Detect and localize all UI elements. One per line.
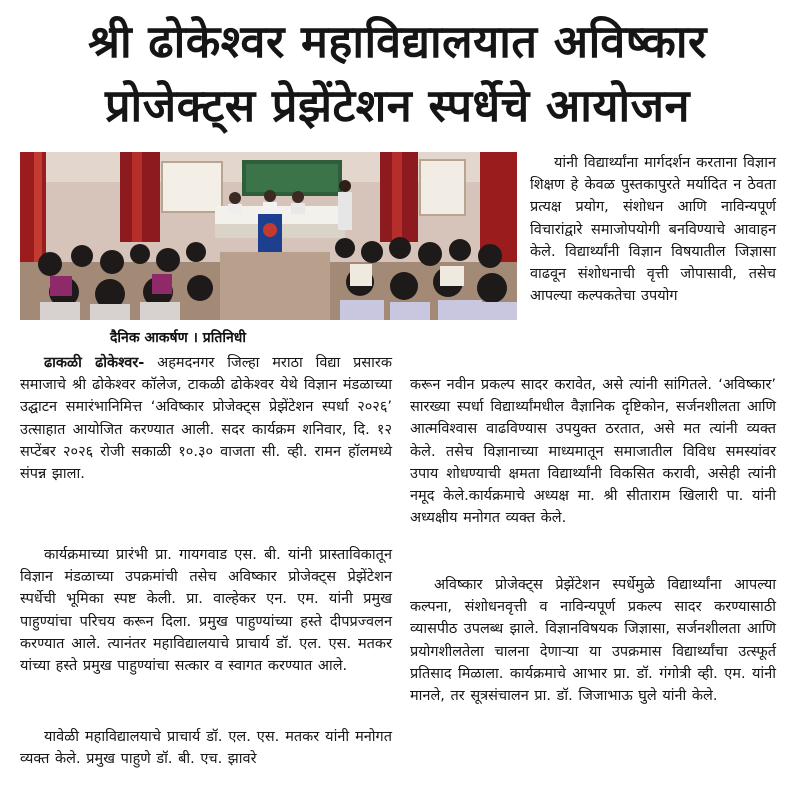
article-paragraph-2: कार्यक्रमाच्या प्रारंभी प्रा. गायगवाड एस. बी. यांनी प्रास्ताविकातून विज्ञान मंडळाच्या उपक्रमांची तसेच अविष्कार प्रोजेक्ट्स प्रेझेंटेशन स्पर्धेची भूमिका स्पष्ट केली. प्रा. वाल्हेकर एन. एम. यांनी प्रमुख पाहुण्यांचा परिचय करून दिला. प्रमुख पाहुण्यांच्या हस्ते दीपप्रज्वलन करण्यात आले. त्यानंतर महाविद्यालयाचे प्राचार्य डॉ. एल. एस. मतकर यांच्या हस्ते प्रमुख पाहुण्यांचा सत्कार व स्वागत करण्यात आले. <box>20 547 392 675</box>
intro-text: अहमदनगर जिल्हा मराठा विद्या प्रसारक समाजाचे श्री ढोकेश्वर कॉलेज, टाकळी ढोकेश्वर येथे विज्ञान मंडळाच्या उद्घाटन समारंभानिमित्त ‘अविष्कार प्रोजेक्ट्स प्रेझेंटेशन स्पर्धा २०२६’ उत्साहात आयोजित करण्यात आली. सदर कार्यक्रम शनिवार, दि. १२ सप्टेंबर २०२६ रोजी सकाळी १०.३० वाजता सी. व्ही. रामन हॉलमध्ये संपन्न झाला. <box>20 355 392 483</box>
event-photo-illustration <box>20 152 517 320</box>
article-headline <box>0 10 795 138</box>
article-right-column-wide: करून नवीन प्रकल्प सादर करावेत, असे त्यांनी सांगितले. ‘अविष्कार’ सारख्या स्पर्धा विद्यार्थ्यांमधील वैज्ञानिक दृष्टिकोन, सर्जनशीलता आणि आत्मविश्वास वाढविण्यास उपयुक्त ठरतात, असे मत त्यांनी व्यक्त केले. तसेच विज्ञानाच्या माध्यमातून समाजातील विविध समस्यांवर उपाय शोधण्याची क्षमता विद्यार्थ्यांनी विकसित करावी, असेही त्यांनी नमूद केले.कार्यक्रमाचे अध्यक्ष मा. श्री सीताराम खिलारी पा. यांनी अध्यक्षीय मनोगत व्यक्त केले. <box>410 377 776 527</box>
article-intro <box>20 352 392 485</box>
headline-line-1: श्री ढोकेश्वर महाविद्यालयात अविष्कार <box>88 15 707 68</box>
dateline: ढाकळी ढोकेश्वर- <box>44 355 145 371</box>
headline-line-2: प्रोजेक्ट्स प्रेझेंटेशन स्पर्धेचे आयोजन <box>104 79 691 132</box>
article-paragraph-4: अविष्कार प्रोजेक्ट्स प्रेझेंटेशन स्पर्धेमुळे विद्यार्थ्यांना आपल्या कल्पना, संशोधनवृत्ती व नाविन्यपूर्ण प्रकल्प सादर करण्यासाठी व्यासपीठ उपलब्ध झाले. विज्ञानविषयक जिज्ञासा, सर्जनशीलता आणि प्रयोगशीलतेला चालना देणाऱ्या या उपक्रमास विद्यार्थ्यांचा उत्स्फूर्त प्रतिसाद मिळाला. कार्यक्रमाचे आभार प्रा. डॉ. गंगोत्री व्ही. एम. यांनी मानले, तर सूत्रसंचालन प्रा. डॉ. जिजाभाऊ घुले यांनी केले. <box>410 577 776 705</box>
byline: दैनिक आकर्षण । प्रतिनिधी <box>110 330 246 346</box>
article-right-column-top: यांनी विद्यार्थ्यांना मार्गदर्शन करताना विज्ञान शिक्षण हे केवळ पुस्तकापुरते मर्यादित न ठेवता प्रत्यक्ष प्रयोग, संशोधन आणि नाविन्यपूर्ण विचारांद्वारे समाजोपयोगी बनविण्याचे आवाहन केले. विद्यार्थ्यांनी विज्ञान विषयातील जिज्ञासा वाढवून संशोधनाची वृत्ती जोपासावी, तसेच आपल्या कल्पकतेचा उपयोग <box>530 155 776 305</box>
article-paragraph-3: यावेळी महाविद्यालयाचे प्राचार्य डॉ. एल. एस. मतकर यांनी मनोगत व्यक्त केले. प्रमुख पाहुणे डॉ. बी. एच. झावरे <box>20 729 392 768</box>
event-photo <box>20 152 517 320</box>
